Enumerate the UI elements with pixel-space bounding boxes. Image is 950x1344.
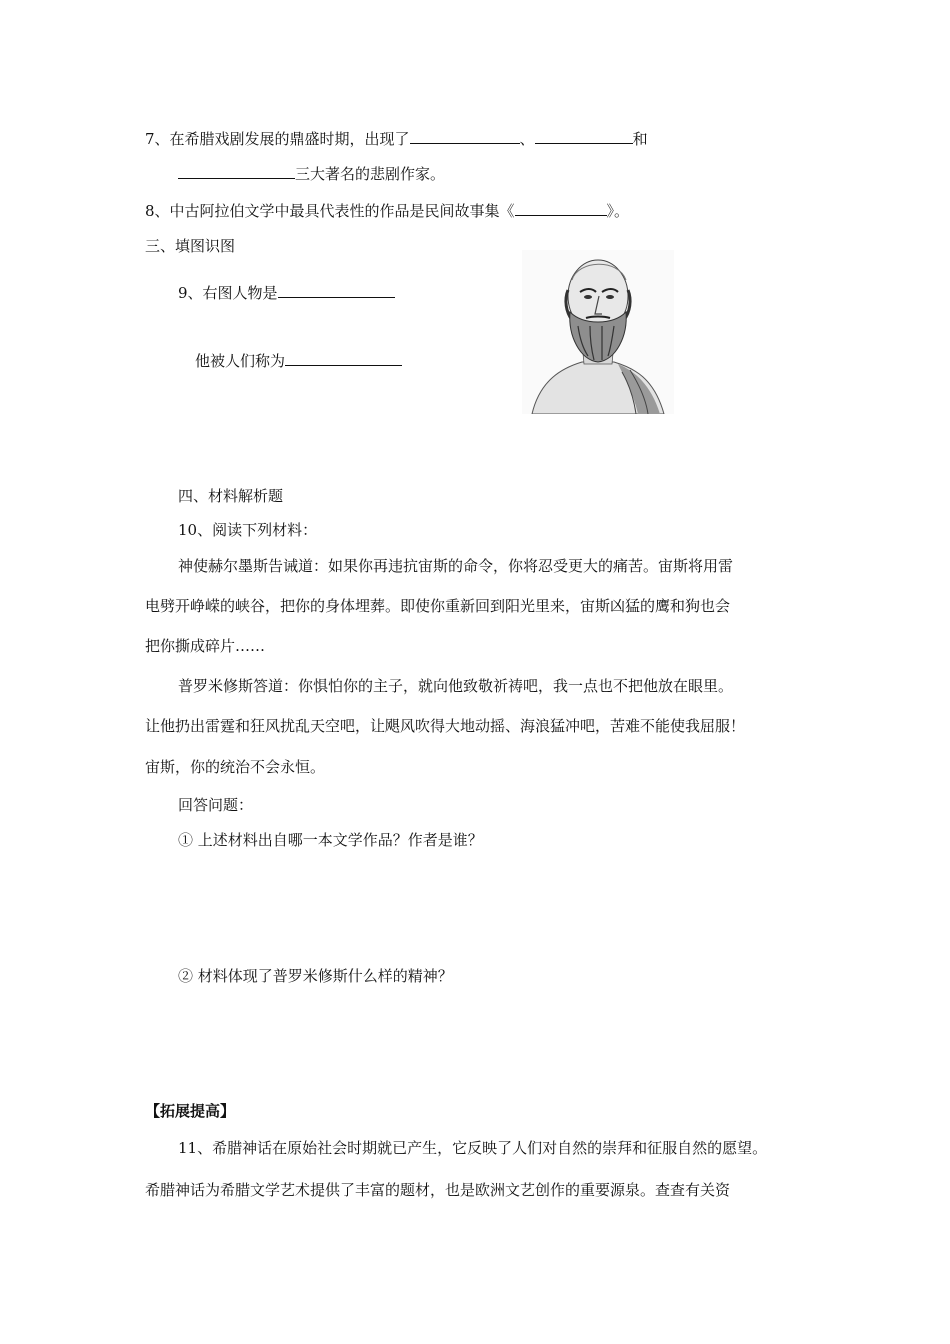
answer-blank[interactable] — [535, 128, 633, 144]
sub-question-1: ① 上述材料出自哪一本文学作品？作者是谁？ — [178, 831, 483, 849]
question-10-title: 10、阅读下列材料： — [178, 521, 318, 539]
question-7-line-2: 三大著名的悲剧作家。 — [178, 163, 445, 184]
answer-blank[interactable] — [285, 350, 402, 366]
section-4-heading: 四、材料解析题 — [178, 487, 284, 505]
question-9-line-1: 9、右图人物是 — [178, 282, 395, 303]
bust-portrait-icon — [522, 250, 674, 414]
material-paragraph-2-line: 宙斯，你的统治不会永恒。 — [145, 758, 326, 776]
answer-blank[interactable] — [410, 128, 520, 144]
material-paragraph-1-line: 神使赫尔墨斯告诫道：如果你再违抗宙斯的命令，你将忍受更大的痛苦。宙斯将用雷 — [178, 557, 734, 575]
question-11-line: 希腊神话为希腊文学艺术提供了丰富的题材，也是欧洲文艺创作的重要源泉。查查有关资 — [145, 1181, 731, 1199]
question-11-line: 11、希腊神话在原始社会时期就已产生，它反映了人们对自然的崇拜和征服自然的愿望。 — [178, 1139, 768, 1157]
material-paragraph-1-line: 电劈开峥嵘的峡谷，把你的身体埋葬。即使你重新回到阳光里来，宙斯凶猛的鹰和狗也会 — [145, 597, 731, 615]
sub-question-2: ② 材料体现了普罗米修斯什么样的精神？ — [178, 967, 453, 985]
material-paragraph-1-line: 把你撕成碎片…… — [145, 637, 266, 655]
material-paragraph-2-line: 普罗米修斯答道：你惧怕你的主子，就向他致敬祈祷吧，我一点也不把他放在眼里。 — [178, 677, 734, 695]
material-paragraph-2-line: 让他扔出雷霆和狂风扰乱天空吧，让飓风吹得大地动摇、海浪猛冲吧，苦难不能使我屈服！ — [145, 717, 746, 735]
answer-blank[interactable] — [278, 282, 395, 298]
section-3-heading: 三、填图识图 — [145, 237, 236, 255]
question-7-line-1: 7、在希腊戏剧发展的鼎盛时期，出现了 、 和 — [145, 130, 648, 148]
question-8: 8、中古阿拉伯文学中最具代表性的作品是民间故事集《 》。 — [145, 202, 630, 220]
extension-heading: 【拓展提高】 — [145, 1102, 236, 1120]
answer-label: 回答问题： — [178, 796, 254, 814]
question-9-line-2: 他被人们称为 — [195, 350, 402, 371]
answer-blank[interactable] — [178, 163, 295, 179]
answer-blank[interactable] — [515, 200, 607, 216]
